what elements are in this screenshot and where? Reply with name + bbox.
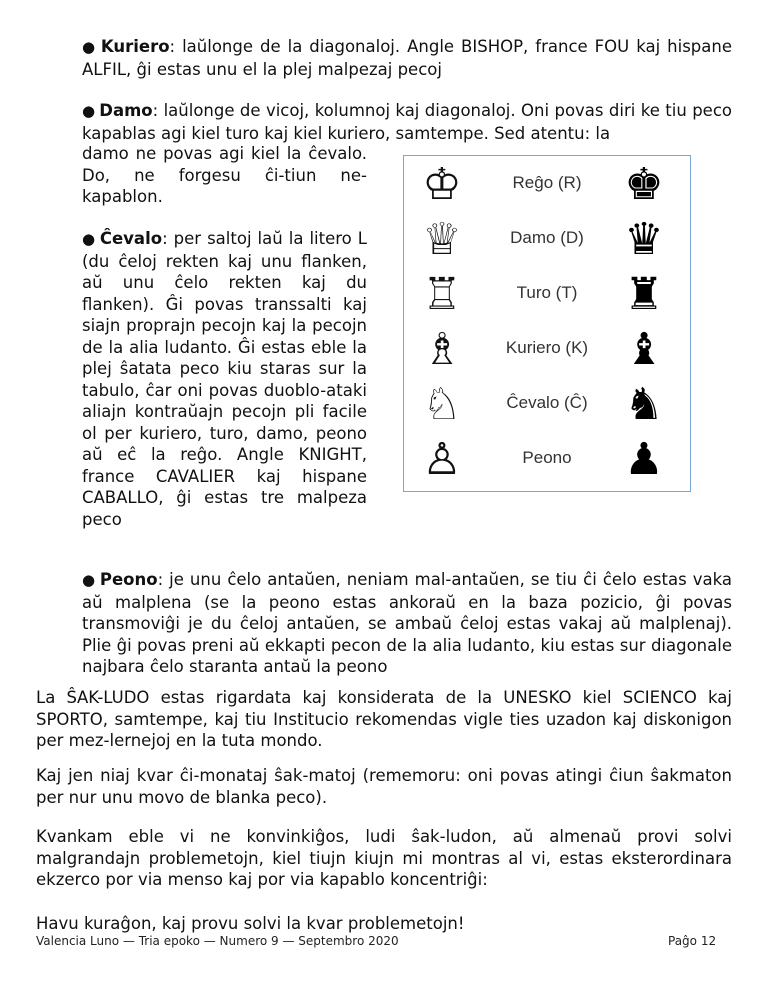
white-knight-icon: ♘ (422, 379, 462, 430)
chess-row-pawn (404, 434, 690, 489)
chess-row-queen (404, 214, 690, 269)
paragraph-kvankam: Kvankam eble vi ne konvinkiĝos, ludi ŝak-ludon, aŭ almenaŭ provi solvi malgrandajn problemetojn, kiel tiujn kiujn mi montras al vi, estas eksterordinara ekzerco por via menso kaj por via kapablo koncentriĝi: (36, 827, 732, 889)
footer-page-number: Paĝo 12 (668, 934, 717, 948)
text-damo-line2: damo ne povas agi kiel la ĉevalo. Do, ne forgesu ĉi-tiun ne-kapablon. (82, 144, 367, 206)
piece-label: Turo (T) (516, 283, 578, 302)
chess-row-knight (404, 379, 690, 434)
paragraph-damo-continued (82, 143, 367, 208)
bullet-icon: ● (82, 571, 96, 589)
term-cevalo: Ĉevalo (99, 229, 163, 248)
white-bishop-icon: ♗ (422, 324, 462, 375)
paragraph-kuriero (82, 36, 732, 80)
white-rook-icon: ♖ (422, 269, 462, 320)
piece-label: Reĝo (R) (512, 173, 582, 192)
black-knight-icon: ♞ (624, 379, 664, 430)
white-pawn-icon: ♙ (422, 434, 462, 485)
black-pawn-icon: ♟ (624, 434, 664, 485)
paragraph-havu: Havu kuraĝon, kaj provu solvi la kvar problemetojn! (36, 914, 465, 933)
paragraph-cevalo (82, 228, 367, 530)
bullet-icon: ● (82, 38, 97, 56)
chess-row-rook (404, 269, 690, 324)
piece-label: Kuriero (K) (505, 338, 589, 357)
bullet-icon: ● (82, 102, 96, 120)
term-kuriero: Kuriero (100, 37, 170, 56)
white-king-icon: ♔ (422, 159, 462, 210)
bullet-icon: ● (82, 230, 96, 248)
black-queen-icon: ♛ (624, 214, 664, 265)
piece-label: Damo (D) (510, 228, 584, 247)
paragraph-damo (82, 100, 732, 144)
footer-publication: Valencia Luno — Tria epoko — Numero 9 — Septembro 2020 (36, 934, 399, 948)
text-cevalo: : per saltoj laŭ la litero L (du ĉeloj rekten kaj unu flanken, aŭ unu ĉelo rekten kaj du flanken). Ĝi povas transsalti kaj siajn proprajn pecojn kaj la pecojn de la alia ludanto. Ĝi estas eble la plej ŝatata peco kiu staras sur la tabulo, ĉar oni povas duoblo-ataki aliajn kontraŭajn pecojn pli facile ol per kuriero, turo, damo, peono aŭ eĉ la reĝo. Angle KNIGHT, france CAVALIER kaj hispane CABALLO, ĝi estas tre malpeza peco (82, 229, 367, 529)
paragraph-unesko: La ŜAK-LUDO estas rigardata kaj konsiderata de la UNESKO kiel SCIENCO kaj SPORTO, samtempe, kaj tiu Institucio rekomendas vigle ties uzadon kaj diskonigon per mez-lernejoj en la tuta mondo. (36, 688, 732, 750)
term-damo: Damo (99, 101, 153, 120)
piece-label: Ĉevalo (Ĉ) (506, 393, 588, 412)
chess-pieces-table (403, 155, 691, 492)
piece-label: Peono (522, 448, 572, 467)
text-kuriero: : laŭlonge de la diagonaloj. Angle BISHOP, france FOU kaj hispane ALFIL, ĝi estas unu el la plej malpezaj pecoj (82, 37, 732, 79)
black-bishop-icon: ♝ (624, 324, 664, 375)
black-rook-icon: ♜ (624, 269, 664, 320)
text-damo-line1: : laŭlonge de vicoj, kolumnoj kaj diagonaloj. Oni povas diri ke tiu peco kapablas agi kiel turo kaj kiel kuriero, samtempe. Sed atentu: la (82, 101, 733, 143)
paragraph-kvar-sakmatoj: Kaj jen niaj kvar ĉi-monataj ŝak-matoj (rememoru: oni povas atingi ĉiun ŝakmaton per nur unu movo de blanka peco). (36, 766, 732, 807)
black-king-icon: ♚ (624, 159, 664, 210)
chess-row-king (404, 159, 690, 214)
text-peono: : je unu ĉelo antaŭen, neniam mal-antaŭen, se tiu ĉi ĉelo estas vaka aŭ malplena (se la peono estas ankoraŭ en la baza pozicio, ĝi povas transmoviĝi je du ĉeloj antaŭen, se ambaŭ ĉeloj estas vakaj aŭ malplenaj). Plie ĝi povas preni aŭ ekkapti pecon de la alia ludanto, kiu estas sur diagonale najbara ĉelo staranta antaŭ la peono (82, 570, 732, 676)
white-queen-icon: ♕ (422, 214, 462, 265)
paragraph-peono (82, 569, 732, 678)
chess-row-bishop (404, 324, 690, 379)
term-peono: Peono (99, 570, 158, 589)
